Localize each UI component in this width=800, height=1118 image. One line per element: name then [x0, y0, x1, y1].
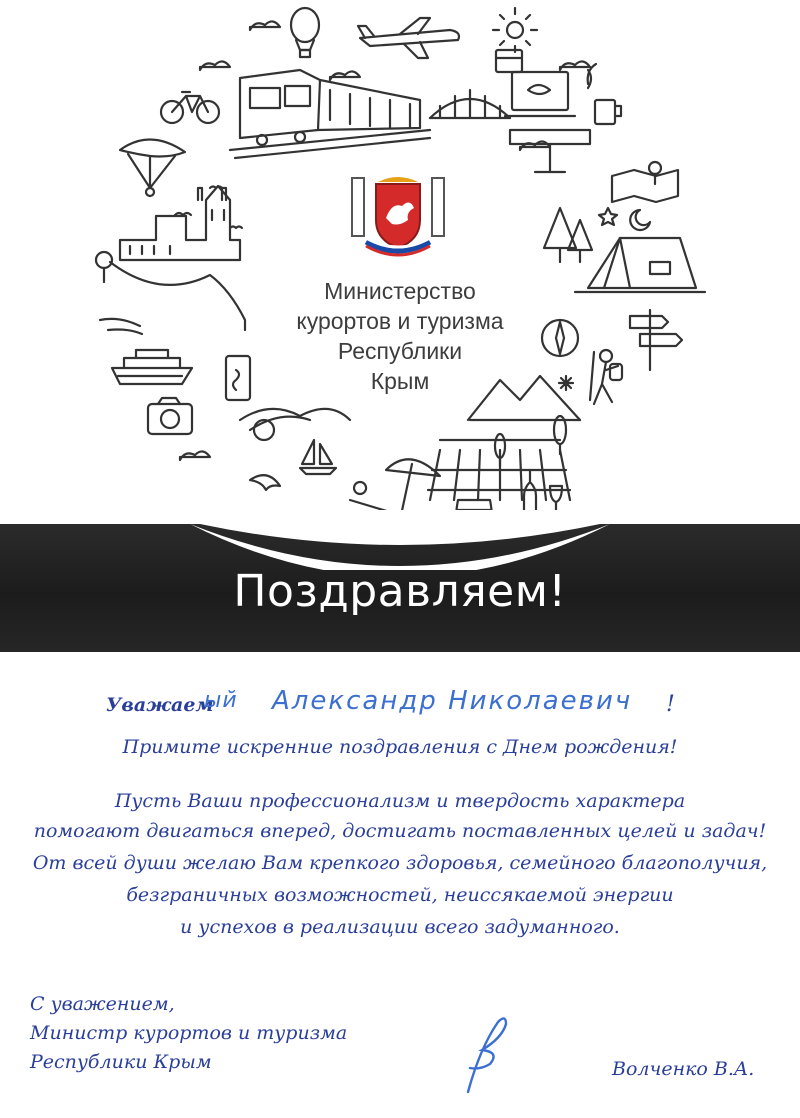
signpost-icon — [630, 310, 682, 370]
closing-block — [30, 990, 347, 1077]
sun-icon — [493, 8, 537, 52]
island-icon — [240, 409, 350, 440]
congratulations-heading: Поздравляем! — [233, 566, 567, 617]
band-arc — [0, 440, 800, 570]
handwritten-signature — [450, 1008, 540, 1098]
phone-icon — [226, 356, 250, 400]
star-icon — [599, 208, 617, 225]
castle-icon — [110, 186, 245, 330]
hot-air-balloon-icon — [291, 8, 319, 57]
tent-icon — [575, 238, 705, 292]
camera-icon — [148, 398, 192, 434]
bicycle-icon — [161, 92, 219, 123]
greeting-handwritten-suffix: ый — [204, 688, 238, 713]
ministry-line: Республики — [337, 338, 463, 364]
closing-line: Республики Крым — [30, 1051, 212, 1073]
cruise-ship-icon — [112, 350, 192, 384]
body-line: безграничных возможностей, неиссякаемой энергии — [126, 884, 674, 906]
ministry-line: Крым — [370, 368, 430, 394]
hiker-icon — [590, 350, 622, 404]
pine-branch-icon — [100, 319, 142, 334]
ministry-line: курортов и туризма — [296, 308, 504, 334]
snowflake-icon — [559, 376, 573, 390]
body-line: От всей души желаю Вам крепкого здоровья, семейного благополучия, — [32, 852, 768, 874]
pine-tree-icon — [544, 208, 592, 262]
mug-icon — [595, 100, 621, 124]
body-line: и успехов в реализации всего задуманного. — [180, 916, 620, 938]
tree-icon — [96, 252, 112, 282]
cloud-icon — [330, 71, 360, 80]
moon-icon — [630, 210, 650, 230]
billboard-icon — [510, 130, 590, 172]
greeting-prefix: Уважаем — [106, 694, 214, 716]
closing-line: С уважением, — [30, 993, 175, 1015]
bridge-icon — [430, 90, 510, 118]
map-icon — [612, 162, 678, 202]
recipient-name: Александр Николаевич — [272, 686, 633, 716]
body-line: Пусть Ваши профессионализм и твердость характера — [114, 790, 686, 812]
ministry-line: Министерство — [324, 278, 476, 304]
body-line: Примите искренние поздравления с Днем рождения! — [122, 736, 678, 758]
cloud-icon — [250, 21, 280, 30]
signer-name: Волченко В.А. — [612, 1058, 755, 1080]
body-line: помогают двигаться вперед, достигать поставленных целей и задач! — [33, 820, 767, 842]
train-icon — [230, 70, 430, 158]
cloud-icon — [560, 61, 590, 70]
greeting-exclamation: ! — [666, 692, 675, 717]
paraglider-icon — [120, 139, 185, 196]
laptop-icon — [505, 72, 575, 116]
ministry-title — [250, 276, 550, 396]
airplane-icon — [358, 18, 459, 58]
closing-line: Министр курортов и туризма — [30, 1022, 348, 1044]
crimea-coat-of-arms-icon — [348, 168, 448, 268]
cloud-icon — [200, 61, 230, 70]
calendar-icon — [496, 50, 522, 72]
